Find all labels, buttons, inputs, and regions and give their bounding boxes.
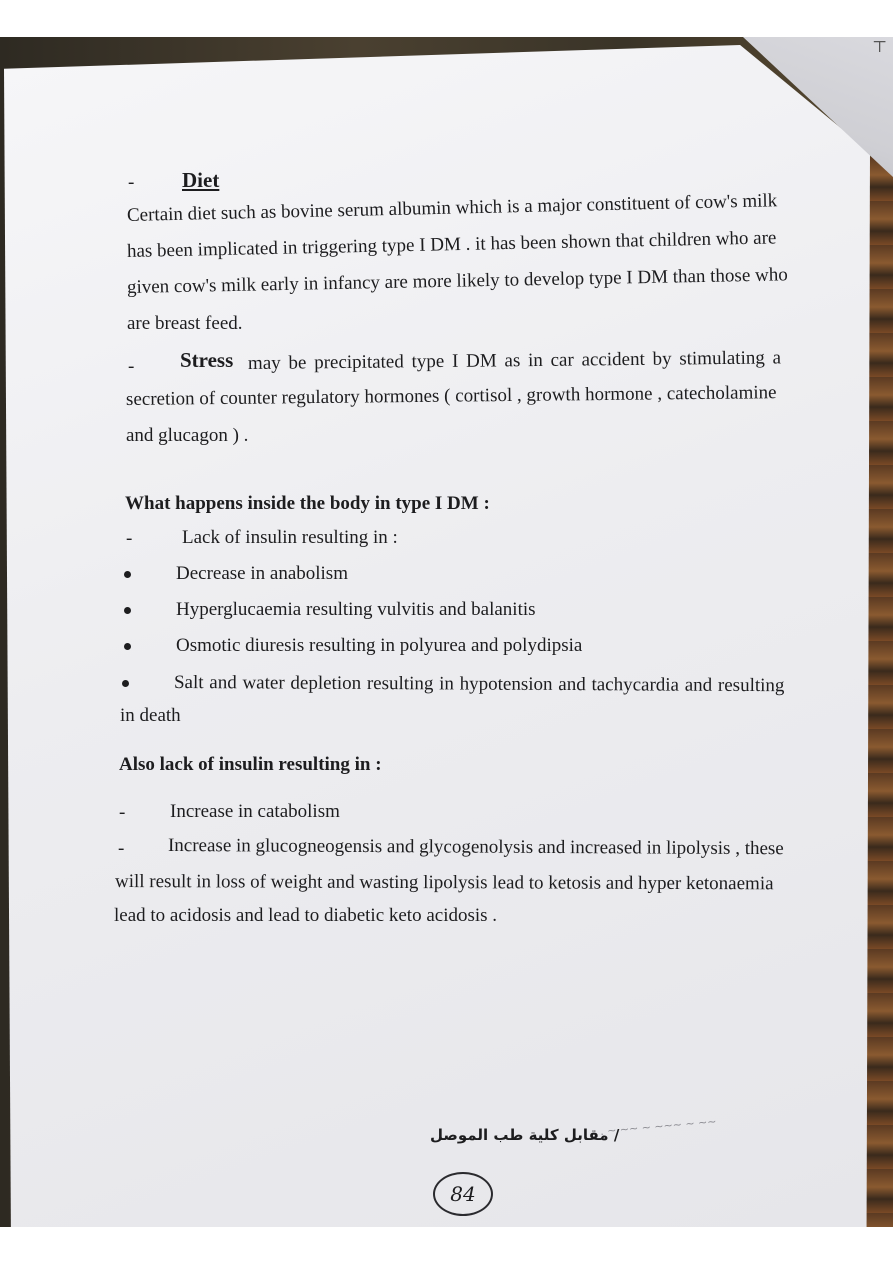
bullet-dot [124, 571, 131, 578]
also-heading: Also lack of insulin resulting in : [119, 754, 382, 775]
page-number: 84 [450, 1182, 476, 1206]
diet-line-1: Certain diet such as bovine serum albumin which is a major constituent of cow's milk [126, 190, 778, 226]
diet-heading: Diet [182, 168, 220, 192]
diet-line-3: given cow's milk early in infancy are more likely to develop type I DM than those who [126, 264, 788, 298]
inside-heading: What happens inside the body in type I DM : [125, 493, 490, 514]
inside-bullet-4-line-2: in death [120, 705, 181, 726]
dash-marker: - [118, 838, 125, 859]
faint-handwriting: . ~ ~~ ~ ~~~ ~ ~~ [599, 1114, 718, 1139]
stress-line-3: and glucagon ) . [126, 425, 249, 446]
also-item-2-line-3: lead to acidosis and lead to diabetic keto acidosis . [114, 905, 498, 926]
also-item-2-line-2: will result in loss of weight and wasting lipolysis lead to ketosis and hyper ketonaemia [114, 871, 774, 895]
bullet-dot [122, 680, 129, 687]
stress-term: Stress [180, 348, 234, 372]
dash-marker: - [126, 528, 133, 549]
dash-marker: - [128, 172, 135, 193]
also-item-2-line-1: Increase in glucogneogensis and glycogenolysis and increased in lipolysis , these [167, 835, 784, 860]
also-item-1: Increase in catabolism [170, 801, 340, 822]
bullet-dot [124, 643, 131, 650]
corner-mark-icon: ⊤ [871, 39, 887, 56]
inside-bullet-4-line-1: Salt and water depletion resulting in hypotension and tachycardia and resulting [173, 672, 785, 697]
inside-bullet-3: Osmotic diuresis resulting in polyurea and polydipsia [176, 635, 583, 656]
inside-bullet-1: Decrease in anabolism [176, 563, 348, 584]
diet-line-4: are breast feed. [127, 313, 243, 334]
dash-marker: - [119, 802, 126, 823]
diet-line-2: has been implicated in triggering type I DM . it has been shown that children who are [126, 227, 777, 262]
footer-arabic-text: / مقابل كلية طب الموصل [430, 1126, 620, 1144]
stress-line-1: may be precipitated type I DM as in car accident by stimulating a [247, 347, 782, 374]
inside-dash-item: Lack of insulin resulting in : [182, 527, 398, 548]
stress-line-2: secretion of counter regulatory hormones ( cortisol , growth hormone , catecholamine [125, 382, 777, 410]
dash-marker: - [128, 356, 135, 377]
bullet-dot [124, 607, 131, 614]
inside-bullet-2: Hyperglucaemia resulting vulvitis and balanitis [176, 599, 536, 620]
page-number-circle [433, 1172, 493, 1216]
